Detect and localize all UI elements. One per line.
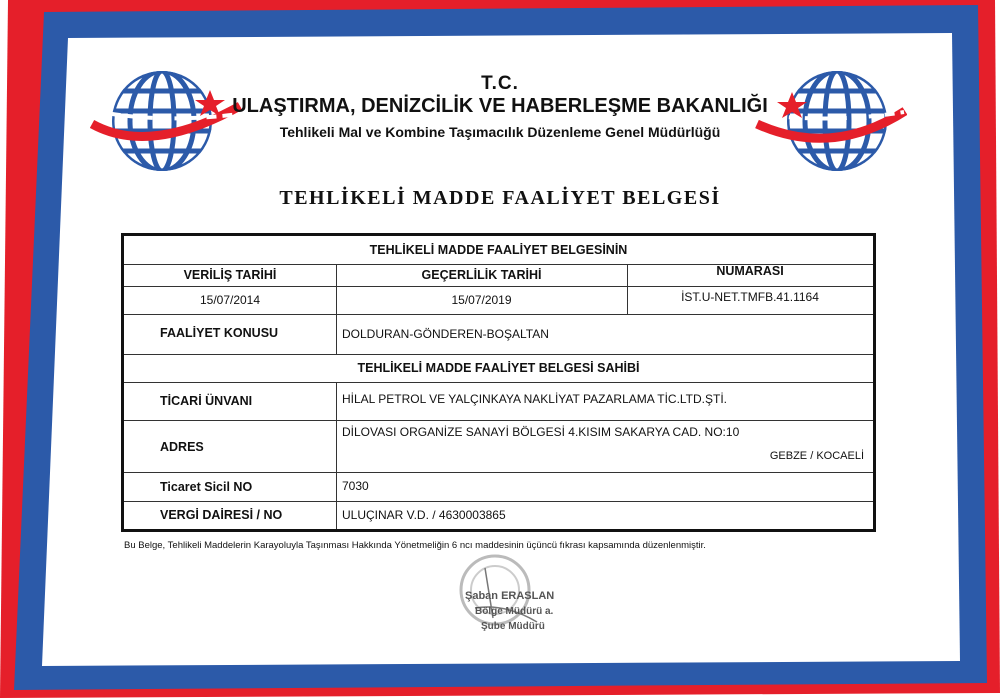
divider xyxy=(124,354,873,355)
header-tc: T.C. xyxy=(481,73,519,94)
tax-office-value: ULUÇINAR V.D. / 4630003865 xyxy=(342,508,506,522)
official-stamp xyxy=(445,548,575,648)
divider xyxy=(336,382,337,529)
divider xyxy=(124,420,873,421)
directorate-name: Tehlikeli Mal ve Kombine Taşımacılık Düzenleme Genel Müdürlüğü xyxy=(279,124,721,140)
legal-footnote: Bu Belge, Tehlikeli Maddelerin Karayoluyla Taşınması Hakkında Yönetmeliğin 6 ncı maddesinin üçüncü fıkrası kapsamında düzenlenmiştir. xyxy=(124,540,706,551)
trade-name-value: HİLAL PETROL VE YALÇINKAYA NAKLİYAT PAZARLAMA TİC.LTD.ŞTİ. xyxy=(342,392,728,406)
certificate-table xyxy=(121,233,876,532)
issue-date-value: 15/07/2014 xyxy=(199,293,261,307)
trade-name-label: TİCARİ ÜNVANI xyxy=(160,394,253,408)
validity-date-value: 15/07/2019 xyxy=(451,293,512,307)
divider xyxy=(124,286,873,287)
signatory-title: Bölge Müdürü a. xyxy=(475,606,554,617)
activity-value: DOLDURAN-GÖNDEREN-BOŞALTAN xyxy=(342,327,549,341)
section-title-holder: TEHLİKELİ MADDE FAALİYET BELGESİ SAHİBİ xyxy=(357,361,640,375)
address-line1: DİLOVASI ORGANİZE SANAYİ BÖLGESİ 4.KISIM SAKARYA CAD. NO:10 xyxy=(342,425,740,439)
divider xyxy=(124,472,873,473)
issue-date-label: VERİLİŞ TARİHİ xyxy=(183,268,277,282)
ministry-name: ULAŞTIRMA, DENİZCİLİK VE HABERLEŞME BAKANLIĞI xyxy=(232,95,768,117)
signatory-name: Şaban ERASLAN xyxy=(465,590,555,602)
address-line2: GEBZE / KOCAELİ xyxy=(769,450,864,462)
tax-office-label: VERGİ DAİRESİ / NO xyxy=(160,508,283,522)
activity-label: FAALİYET KONUSU xyxy=(160,326,279,340)
validity-date-label: GEÇERLİLİK TARİHİ xyxy=(421,268,542,282)
divider xyxy=(124,501,873,502)
divider xyxy=(124,382,873,383)
address-label: ADRES xyxy=(160,440,204,454)
certificate-number-value: İST.U-NET.TMFB.41.1164 xyxy=(681,290,819,304)
section-title-certificate: TEHLİKELİ MADDE FAALİYET BELGESİNİN xyxy=(369,243,628,257)
divider xyxy=(124,314,873,315)
registry-label: Ticaret Sicil NO xyxy=(160,480,253,494)
certificate-title: TEHLİKELİ MADDE FAALİYET BELGESİ xyxy=(279,187,721,209)
number-label: NUMARASI xyxy=(716,264,784,278)
registry-value: 7030 xyxy=(342,479,369,493)
signatory-subtitle: Şube Müdürü xyxy=(481,621,545,632)
